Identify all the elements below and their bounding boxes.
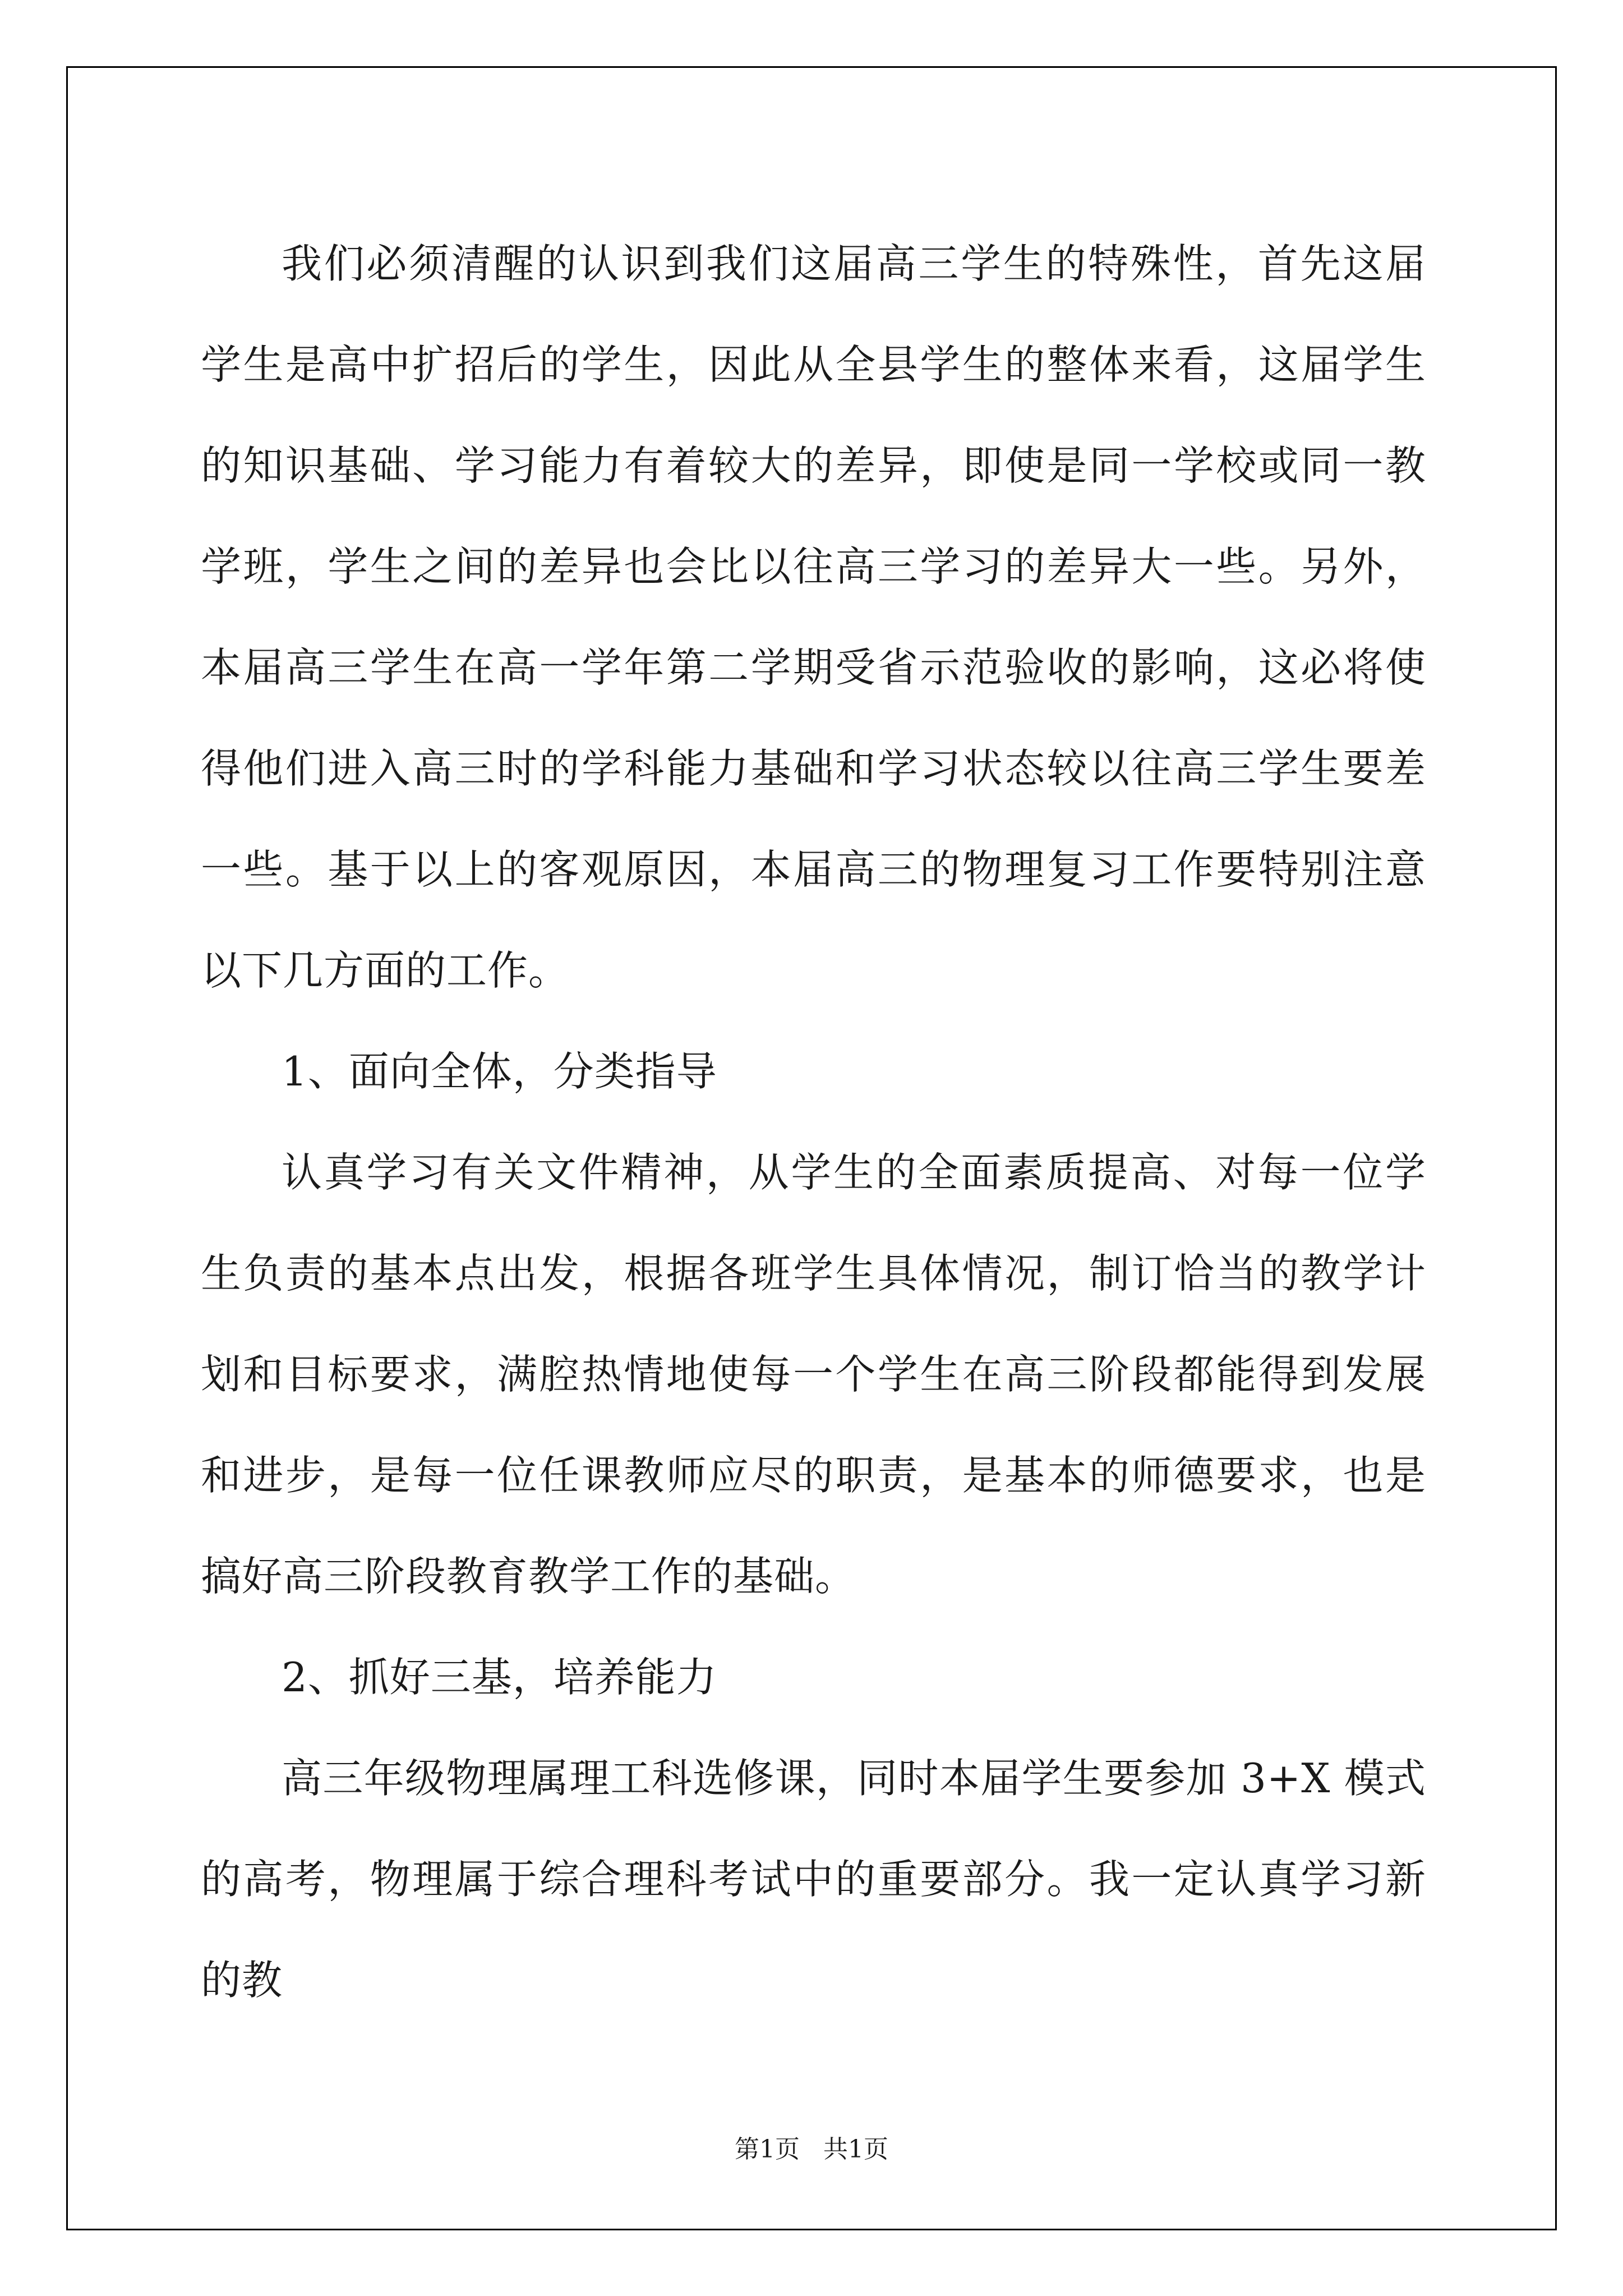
section-heading-2: 2、抓好三基，培养能力 [282,1654,717,1701]
paragraph-intro: 我们必须清醒的认识到我们这届高三学生的特殊性，首先这届学生是高中扩招后的学生，因此从全县学生的整体来看，这届学生的知识基础、学习能力有着较大的差异，即使是同一学校或同一教学班，学生之间的差异也会比以往高三学习的差异大一些。另外，本届高三学生在高一学年第二学期受省示范验收的影响，这必将使得他们进入高三时的学科能力基础和学习状态较以往高三学生要差一些。基于以上的客观原因，本届高三的物理复习工作要特别注意以下几方面的工作。 [201,240,1426,994]
paragraph-section-2: 高三年级物理属理工科选修课，同时本届学生要参加 3+X 模式的高考，物理属于综合理科考试中的重要部分。我一定认真学习新的教 [201,1755,1426,2004]
document-body [201,213,1426,2031]
section-heading-1: 1、面向全体，分类指导 [282,1048,717,1095]
paragraph-section-1: 认真学习有关文件精神，从学生的全面素质提高、对每一位学生负责的基本点出发，根据各班学生具体情况，制订恰当的教学计划和目标要求，满腔热情地使每一个学生在高三阶段都能得到发展和进步，是每一位任课教师应尽的职责，是基本的师德要求，也是搞好高三阶段教育教学工作的基础。 [201,1149,1426,1600]
page-number-footer: 第1页 共1页 [735,2135,888,2164]
